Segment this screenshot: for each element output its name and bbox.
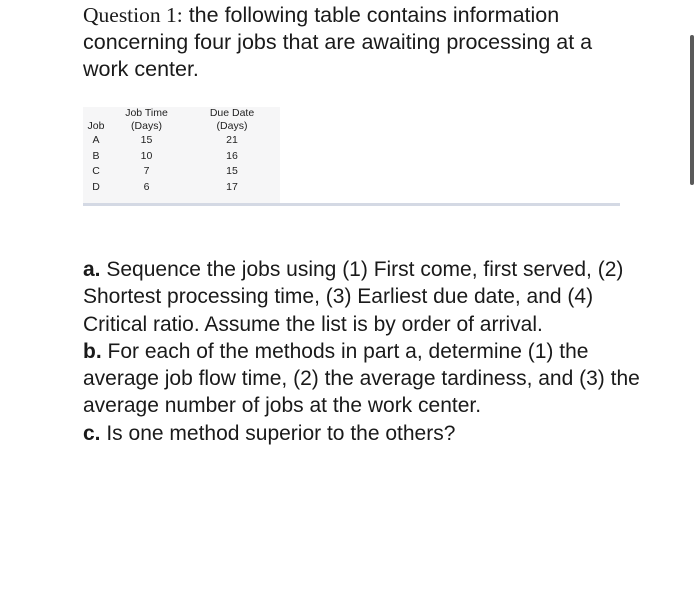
cell-due-date: 16 — [226, 149, 238, 162]
cell-job-time: 10 — [140, 149, 153, 162]
table-row — [83, 180, 280, 196]
section-divider — [83, 203, 620, 206]
table-row — [83, 149, 280, 165]
table-row — [83, 133, 280, 149]
vertical-scrollbar[interactable] — [690, 35, 694, 185]
jobs-table-container — [83, 107, 280, 203]
header-job-time: Job Time (Days) — [125, 107, 168, 132]
cell-job: D — [92, 180, 100, 193]
cell-due-date: 15 — [226, 165, 238, 177]
header-job: Job — [87, 120, 105, 132]
cell-due-date: 17 — [226, 180, 238, 193]
cell-job-time: 15 — [140, 134, 153, 146]
part-a-label: a. — [83, 258, 101, 281]
cell-due-date: 21 — [226, 134, 238, 146]
header-due-date: Due Date (Days) — [209, 107, 255, 132]
part-c-label: c. — [83, 421, 101, 445]
part-b — [83, 338, 643, 420]
cell-job: C — [92, 165, 100, 177]
part-b-text: For each of the methods in part a, determine (1) the average job flow time, (2) the average tardiness, and (3) the average number of jobs at the work center. — [83, 339, 640, 418]
jobs-table — [83, 107, 280, 195]
part-b-label: b. — [83, 339, 102, 363]
cell-job-time: 7 — [143, 165, 150, 177]
question-body: the following table contains information concerning four jobs that are awaiting processing at a work center. — [83, 3, 593, 81]
part-c — [83, 420, 643, 447]
cell-job: A — [92, 134, 100, 146]
question-parts — [83, 256, 643, 447]
question-text — [83, 2, 643, 83]
cell-job: B — [92, 149, 100, 162]
cell-job-time: 6 — [143, 180, 150, 193]
question-label: Question 1: — [83, 3, 183, 27]
part-c-text: Is one method superior to the others? — [100, 421, 456, 445]
part-a — [83, 256, 643, 338]
table-header-row — [83, 107, 280, 133]
table-row — [83, 164, 280, 180]
part-a-text: Sequence the jobs using (1) First come, first served, (2) Shortest processing time, (3) Earliest due date, and (4) Critical ratio. Assume the list is by order of arrival. — [83, 258, 624, 336]
